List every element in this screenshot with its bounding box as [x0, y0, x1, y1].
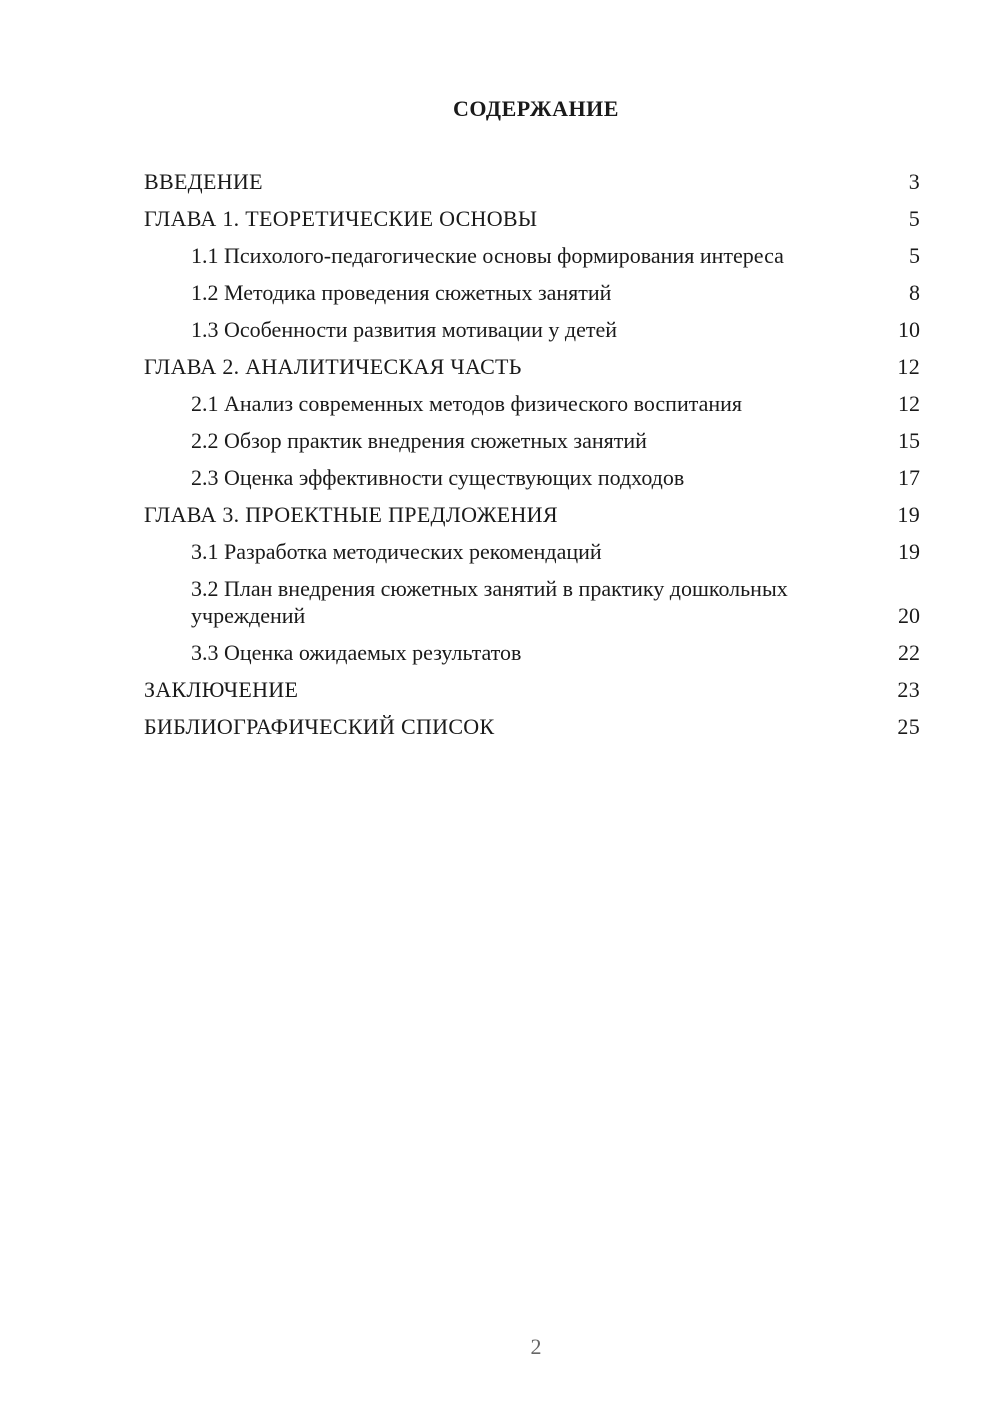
- toc-entry-chapter-2: [144, 353, 920, 380]
- toc-entry-page: 22: [898, 640, 920, 665]
- toc-entry-page: 3: [908, 169, 920, 194]
- toc-entry-page: 12: [897, 354, 920, 379]
- toc-entry-text: 3.1 Разработка методических рекомендаций: [191, 539, 602, 564]
- toc-entry-page: 12: [898, 391, 920, 416]
- toc-entry-text: 3.3 Оценка ожидаемых результатов: [191, 640, 522, 665]
- toc-entry-section-2-2: [144, 427, 920, 454]
- toc-entry-page: 15: [898, 428, 920, 453]
- toc-entry-page: 10: [898, 317, 920, 342]
- toc-entry-text: БИБЛИОГРАФИЧЕСКИЙ СПИСОК: [144, 714, 495, 739]
- toc-entry-conclusion: [144, 676, 920, 703]
- toc-entry-page: 5: [908, 206, 920, 231]
- toc-entry-page: 19: [897, 502, 920, 527]
- toc-entry-introduction: [144, 168, 920, 195]
- toc-entry-text: 1.2 Методика проведения сюжетных занятий: [191, 280, 612, 305]
- toc-entry-section-2-3: [144, 464, 920, 491]
- toc-entry-section-3-1: [144, 538, 920, 565]
- toc-entry-text: ГЛАВА 2. АНАЛИТИЧЕСКАЯ ЧАСТЬ: [144, 354, 522, 379]
- toc-entry-page: 8: [909, 280, 920, 305]
- toc-entry-page: 23: [897, 677, 920, 702]
- toc-entry-page: 25: [897, 714, 920, 739]
- toc-title: СОДЕРЖАНИЕ: [453, 96, 619, 121]
- toc-entry-text: 1.1 Психолого-педагогические основы формирования интереса: [191, 243, 784, 268]
- toc-entry-text: 2.2 Обзор практик внедрения сюжетных занятий: [191, 428, 647, 453]
- toc-entry-page: 19: [898, 539, 920, 564]
- toc-entry-section-1-3: [144, 316, 920, 343]
- toc-entry-text: 3.2 План внедрения сюжетных занятий в практику дошкольных учреждений: [191, 576, 788, 628]
- toc-entry-text: ГЛАВА 1. ТЕОРЕТИЧЕСКИЕ ОСНОВЫ: [144, 206, 538, 231]
- toc-entry-bibliography: [144, 713, 920, 740]
- toc-entry-page: 17: [898, 465, 920, 490]
- toc-entry-section-2-1: [144, 390, 920, 417]
- toc-entry-chapter-1: [144, 205, 920, 232]
- toc-entry-text: 2.1 Анализ современных методов физического воспитания: [191, 391, 743, 416]
- toc-entry-section-1-2: [144, 279, 920, 306]
- toc-entry-section-1-1: [144, 242, 920, 269]
- toc-entry-text: ЗАКЛЮЧЕНИЕ: [144, 677, 299, 702]
- table-of-contents: [144, 168, 920, 750]
- toc-entry-text: ВВЕДЕНИЕ: [144, 169, 263, 194]
- toc-entry-chapter-3: [144, 501, 920, 528]
- toc-entry-text: 2.3 Оценка эффективности существующих подходов: [191, 465, 685, 490]
- page-number: 2: [530, 1334, 542, 1359]
- toc-entry-section-3-2: [144, 575, 920, 629]
- toc-entry-text: 1.3 Особенности развития мотивации у детей: [191, 317, 618, 342]
- toc-entry-text: ГЛАВА 3. ПРОЕКТНЫЕ ПРЕДЛОЖЕНИЯ: [144, 502, 558, 527]
- toc-entry-section-3-3: [144, 639, 920, 666]
- toc-entry-page: 5: [909, 243, 920, 268]
- toc-entry-page: 20: [898, 603, 920, 628]
